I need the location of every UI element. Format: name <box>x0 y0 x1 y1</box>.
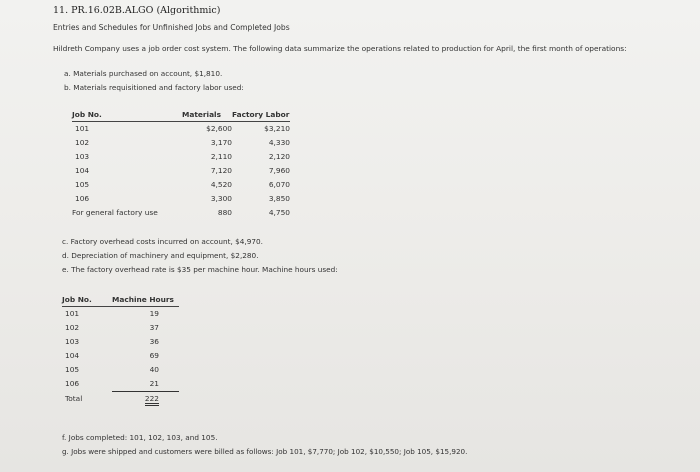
materials-cell: $2,600 <box>206 124 232 133</box>
total-row <box>62 392 179 407</box>
labor-cell: $3,210 <box>264 124 290 133</box>
labor-cell: 4,330 <box>268 138 290 147</box>
job-cell: 103 <box>75 152 90 161</box>
job-cell: 104 <box>75 166 90 175</box>
problem-title: 11. PR.16.02B.ALGO (Algorithmic) <box>53 5 221 16</box>
header-job-no: Job No. <box>62 293 112 307</box>
job-cell: 103 <box>65 337 80 346</box>
total-label: Total <box>65 393 83 403</box>
table-row <box>72 150 290 164</box>
item-d: d. Depreciation of machinery and equipment, $2,280. <box>62 251 259 260</box>
item-b: b. Materials requisitioned and factory labor used: <box>64 83 244 92</box>
job-cell: 102 <box>65 323 80 332</box>
problem-subtitle: Entries and Schedules for Unfinished Jobs and Completed Jobs <box>53 23 290 32</box>
materials-cell: 4,520 <box>210 180 232 189</box>
hours-cell: 40 <box>149 365 159 374</box>
materials-labor-table <box>72 108 290 220</box>
hours-cell: 19 <box>149 309 159 318</box>
header-factory-labor: Factory Labor <box>232 108 290 122</box>
hours-cell: 69 <box>149 351 159 360</box>
job-cell: 106 <box>75 194 90 203</box>
table-row <box>62 363 179 377</box>
table-row <box>72 136 290 150</box>
table-row <box>72 178 290 192</box>
header-job-no: Job No. <box>72 108 182 122</box>
job-cell: 105 <box>75 180 90 189</box>
item-f: f. Jobs completed: 101, 102, 103, and 105. <box>62 433 218 442</box>
table-row <box>62 349 179 363</box>
job-cell: 106 <box>65 379 80 389</box>
materials-cell: 2,110 <box>210 152 232 161</box>
materials-cell: 7,120 <box>210 166 232 175</box>
labor-cell: 4,750 <box>268 208 290 217</box>
table-row <box>62 321 179 335</box>
item-c: c. Factory overhead costs incurred on account, $4,970. <box>62 237 263 246</box>
materials-cell: 3,170 <box>210 138 232 147</box>
labor-cell: 7,960 <box>268 166 290 175</box>
materials-cell: 3,300 <box>210 194 232 203</box>
materials-table-header <box>72 108 290 122</box>
table-row <box>62 307 179 322</box>
header-machine-hours: Machine Hours <box>112 293 179 307</box>
table-row <box>72 192 290 206</box>
labor-cell: 3,850 <box>268 194 290 203</box>
table-row <box>62 377 179 392</box>
table-row <box>72 122 290 137</box>
job-cell: 101 <box>65 309 80 318</box>
table-row <box>62 335 179 349</box>
hours-cell: 36 <box>149 337 159 346</box>
job-cell: 102 <box>75 138 90 147</box>
job-cell: 104 <box>65 351 80 360</box>
item-a: a. Materials purchased on account, $1,810. <box>64 69 223 78</box>
table-row <box>72 164 290 178</box>
job-cell: 101 <box>75 124 90 133</box>
problem-intro: Hildreth Company uses a job order cost system. The following data summarize the operations related to production for April, the first month of operations: <box>53 44 627 53</box>
hours-table-header <box>62 293 179 307</box>
hours-cell: 21 <box>149 379 159 388</box>
total-hours: 222 <box>145 394 159 406</box>
job-cell: 105 <box>65 365 80 374</box>
header-materials: Materials <box>182 108 232 122</box>
labor-cell: 2,120 <box>268 152 290 161</box>
job-cell: For general factory use <box>72 208 158 217</box>
materials-cell: 880 <box>217 208 232 217</box>
hours-cell: 37 <box>149 323 159 332</box>
total-value <box>112 392 179 407</box>
labor-cell: 6,070 <box>268 180 290 189</box>
machine-hours-table <box>62 293 179 406</box>
item-g: g. Jobs were shipped and customers were billed as follows: Job 101, $7,770; Job 102, $10,550; Job 105, $15,920. <box>62 447 468 456</box>
table-row <box>72 206 290 220</box>
item-e: e. The factory overhead rate is $35 per machine hour. Machine hours used: <box>62 265 338 274</box>
